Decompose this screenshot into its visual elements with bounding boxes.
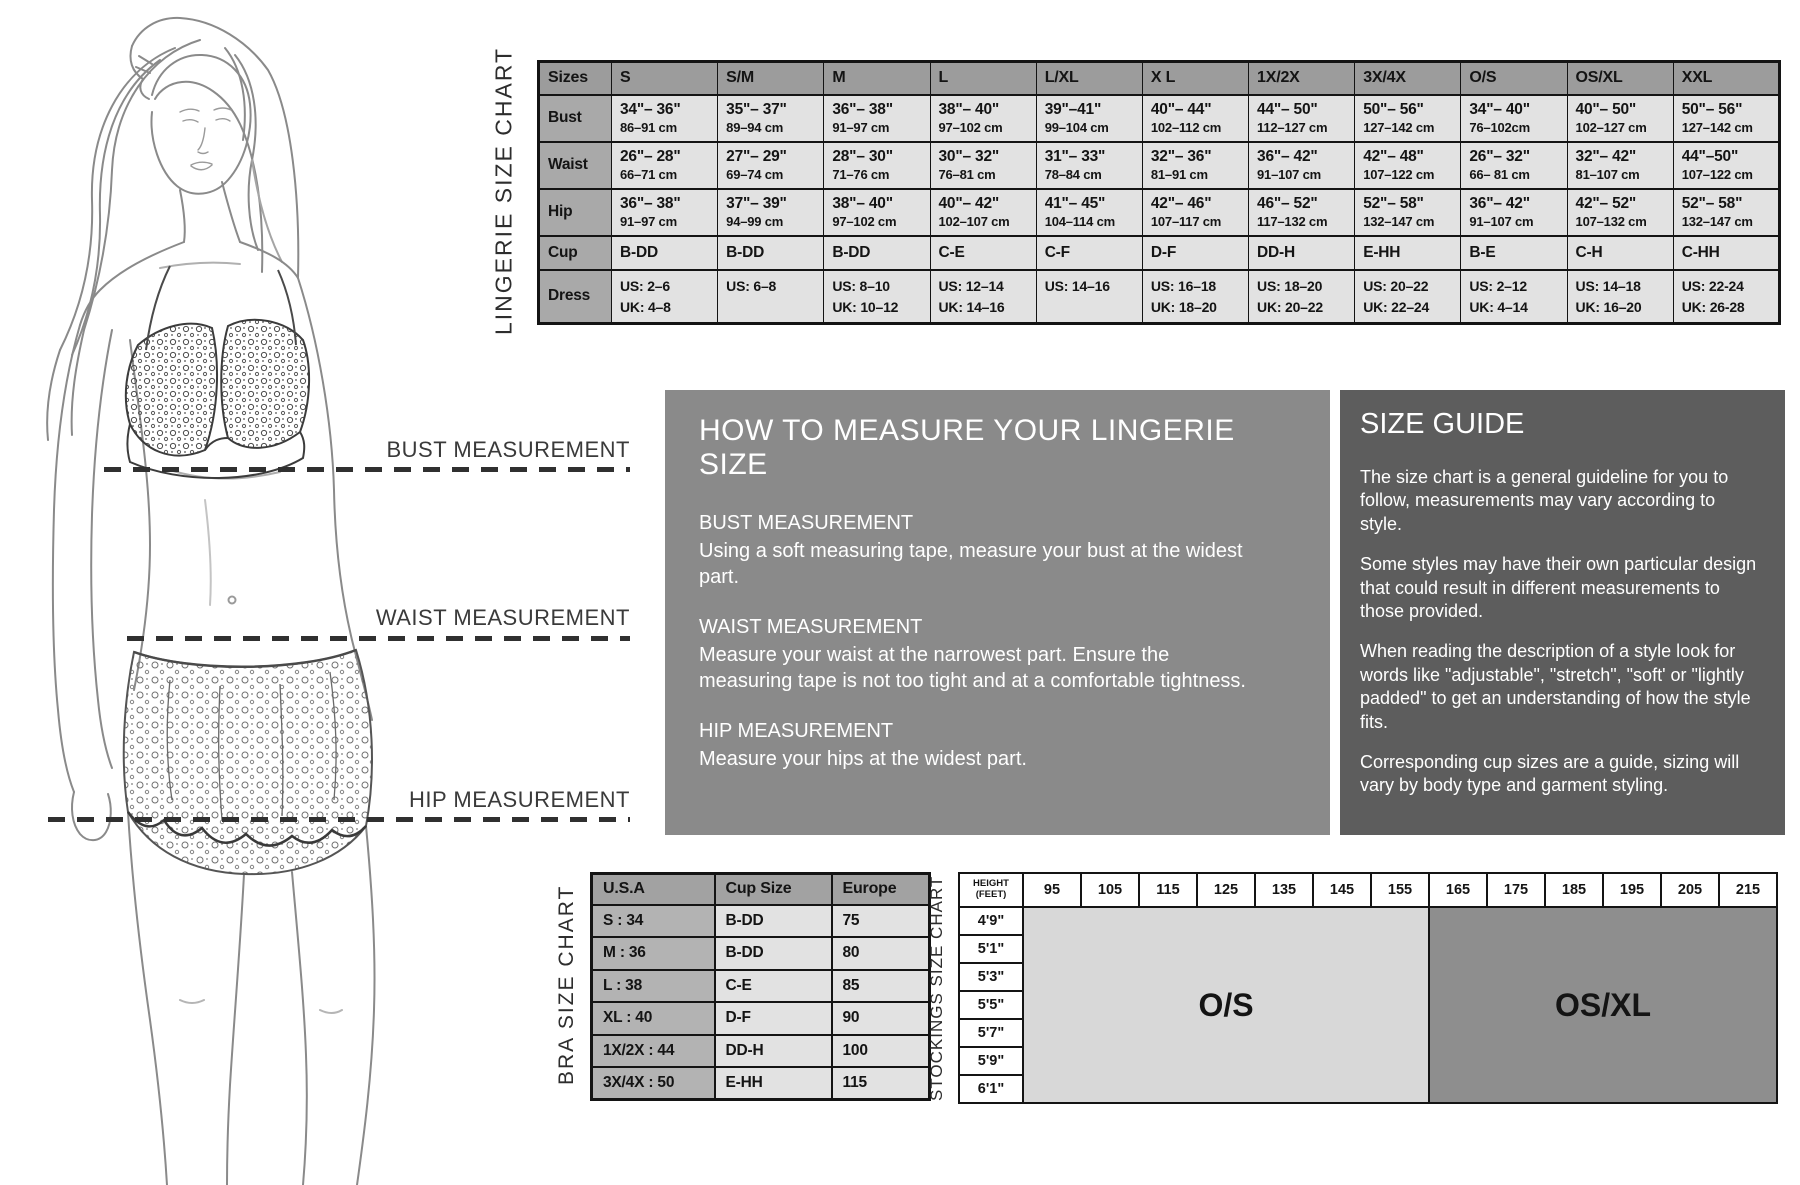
height-row-4-9: 4'9" bbox=[960, 908, 1022, 934]
hip-size-header-95: 95 bbox=[1024, 874, 1080, 906]
value-primary: 38"– 40" bbox=[832, 194, 893, 212]
bust-m-cell bbox=[824, 95, 930, 142]
dress-os-xl-cell bbox=[1567, 270, 1673, 324]
waist-xxl-cell bbox=[1673, 142, 1779, 189]
value: D-F bbox=[1150, 243, 1177, 261]
height-row-5-3: 5'3" bbox=[960, 964, 1022, 990]
dress-xxl-cell bbox=[1673, 270, 1779, 324]
value-secondary: 76–81 cm bbox=[938, 167, 996, 183]
value-secondary: 81–107 cm bbox=[1575, 167, 1640, 183]
value-secondary: 66–71 cm bbox=[620, 167, 677, 183]
bust-l-cell bbox=[930, 95, 1036, 142]
bra-size-table bbox=[590, 872, 931, 1101]
section-heading: BUST MEASUREMENT bbox=[699, 512, 914, 534]
hip-s-m-cell bbox=[718, 189, 824, 236]
row-xl-40 bbox=[592, 1002, 930, 1035]
hip-size-header-195: 195 bbox=[1604, 874, 1660, 906]
section-bust-measurement bbox=[699, 512, 1296, 591]
hip-l-cell bbox=[930, 189, 1036, 236]
size-zone-o-s: O/S bbox=[1024, 908, 1428, 1102]
value: B-DD bbox=[832, 243, 871, 261]
size-guide-paragraph-4: Corresponding cup sizes are a guide, sizing will vary by body type and garment styling. bbox=[1360, 751, 1740, 796]
value-secondary: 66– 81 cm bbox=[1469, 167, 1530, 183]
hip-size-header-155: 155 bbox=[1372, 874, 1428, 906]
column-header-s: S bbox=[612, 62, 718, 95]
cup-s-cell bbox=[612, 236, 718, 270]
hip-os-xl-cell bbox=[1567, 189, 1673, 236]
size-zone-os-xl: OS/XL bbox=[1430, 908, 1776, 1102]
dress-l-cell bbox=[930, 270, 1036, 324]
height-row-5-5: 5'5" bbox=[960, 992, 1022, 1018]
value-secondary: 69–74 cm bbox=[726, 167, 784, 183]
value-secondary: 86–91 cm bbox=[620, 120, 677, 136]
cup-os-xl-cell bbox=[1567, 236, 1673, 270]
how-to-measure-panel bbox=[665, 390, 1330, 835]
usa-size-xl-40: XL : 40 bbox=[592, 1002, 715, 1035]
value-primary: US: 16–18 bbox=[1150, 277, 1216, 294]
value-primary: 39"–41" bbox=[1044, 100, 1102, 118]
value: C-H bbox=[1575, 243, 1603, 261]
hip-size-header-175: 175 bbox=[1488, 874, 1544, 906]
value-secondary: 112–127 cm bbox=[1257, 120, 1328, 136]
section-body: Measure your waist at the narrowest part. Ensure the measuring tape is not too tight and at a comfortable tightness. bbox=[699, 643, 1246, 693]
value-primary: 38"– 40" bbox=[938, 100, 1000, 118]
height-row-5-9: 5'9" bbox=[960, 1048, 1022, 1074]
column-header-x-l: X L bbox=[1142, 62, 1248, 95]
row-label-bust: Bust bbox=[539, 95, 612, 142]
height-feet-corner-cell bbox=[960, 874, 1022, 906]
cell-dd-h: DD-H bbox=[715, 1035, 832, 1068]
value-secondary: UK: 16–20 bbox=[1575, 298, 1642, 315]
section-hip-measurement bbox=[699, 720, 1296, 772]
bust-s-m-cell bbox=[718, 95, 824, 142]
value-secondary: UK: 14–16 bbox=[938, 298, 1005, 315]
value-primary: US: 20–22 bbox=[1363, 277, 1429, 294]
bust-xxl-cell bbox=[1673, 95, 1779, 142]
value-primary: 34"– 40" bbox=[1469, 100, 1530, 118]
value-primary: 34"– 36" bbox=[620, 100, 681, 118]
cell-d-f: D-F bbox=[715, 1002, 832, 1035]
dress-m-cell bbox=[824, 270, 930, 324]
column-header-l: L bbox=[930, 62, 1036, 95]
row-l-38 bbox=[592, 970, 930, 1003]
hip-m-cell bbox=[824, 189, 930, 236]
dress-3x-4x-cell bbox=[1355, 270, 1461, 324]
value-secondary: 91–97 cm bbox=[832, 120, 890, 136]
lingerie-size-table bbox=[537, 60, 1781, 325]
section-heading: HIP MEASUREMENT bbox=[699, 719, 894, 742]
value-primary: US: 2–12 bbox=[1469, 277, 1527, 294]
usa-size-s-34: S : 34 bbox=[592, 905, 715, 938]
row-m-36 bbox=[592, 937, 930, 970]
column-header-s-m: S/M bbox=[718, 62, 824, 95]
waist-3x-4x-cell bbox=[1355, 142, 1461, 189]
bust-measurement-label: BUST MEASUREMENT bbox=[386, 437, 630, 462]
bust-o-s-cell bbox=[1461, 95, 1567, 142]
value-secondary: 102–112 cm bbox=[1150, 120, 1222, 136]
value-primary: 37"– 39" bbox=[726, 194, 787, 212]
waist-s-cell bbox=[612, 142, 718, 189]
waist-1x-2x-cell bbox=[1249, 142, 1355, 189]
value: C-HH bbox=[1681, 243, 1720, 261]
section-waist-measurement bbox=[699, 616, 1296, 695]
value-secondary: 89–94 cm bbox=[726, 120, 784, 136]
value-secondary: 127–142 cm bbox=[1363, 120, 1435, 136]
dress-o-s-cell bbox=[1461, 270, 1567, 324]
height-row-5-7: 5'7" bbox=[960, 1020, 1022, 1046]
hip-o-s-cell bbox=[1461, 189, 1567, 236]
cup-l-cell bbox=[930, 236, 1036, 270]
cup-m-cell bbox=[824, 236, 930, 270]
hip-size-header-205: 205 bbox=[1662, 874, 1718, 906]
hip-x-l-cell bbox=[1142, 189, 1248, 236]
corner-line-1: HEIGHT bbox=[973, 878, 1009, 890]
value-secondary: 117–132 cm bbox=[1257, 214, 1328, 230]
value-primary: 50"– 56" bbox=[1363, 100, 1424, 118]
column-header-u-s-a: U.S.A bbox=[592, 874, 715, 905]
usa-size-1x-2x-44: 1X/2X : 44 bbox=[592, 1035, 715, 1068]
dress-s-m-cell bbox=[718, 270, 824, 324]
height-row-5-1: 5'1" bbox=[960, 936, 1022, 962]
value-primary: US: 14–16 bbox=[1044, 277, 1110, 294]
row-waist bbox=[539, 142, 1780, 189]
cup-xxl-cell bbox=[1673, 236, 1779, 270]
value: DD-H bbox=[1257, 243, 1295, 261]
row-label-hip: Hip bbox=[539, 189, 612, 236]
row-1x-2x-44 bbox=[592, 1035, 930, 1068]
value-primary: 26"– 28" bbox=[620, 147, 681, 165]
waist-o-s-cell bbox=[1461, 142, 1567, 189]
value-primary: 36"– 38" bbox=[832, 100, 893, 118]
value-secondary: 132–147 cm bbox=[1363, 214, 1435, 230]
bust-l-xl-cell bbox=[1036, 95, 1142, 142]
usa-size-l-38: L : 38 bbox=[592, 970, 715, 1003]
value-primary: 40"– 50" bbox=[1575, 100, 1637, 118]
row-s-34 bbox=[592, 905, 930, 938]
value: B-DD bbox=[726, 243, 765, 261]
hip-measurement-label: HIP MEASUREMENT bbox=[408, 787, 630, 812]
cup-l-xl-cell bbox=[1036, 236, 1142, 270]
value-primary: US: 22-24 bbox=[1681, 277, 1744, 294]
hip-s-cell bbox=[612, 189, 718, 236]
row-cup bbox=[539, 236, 1780, 270]
value-secondary: UK: 20–22 bbox=[1257, 298, 1323, 315]
waist-measurement-line bbox=[127, 636, 630, 641]
dress-x-l-cell bbox=[1142, 270, 1248, 324]
value-primary: 36"– 38" bbox=[620, 194, 681, 212]
section-heading: WAIST MEASUREMENT bbox=[699, 615, 923, 638]
hip-3x-4x-cell bbox=[1355, 189, 1461, 236]
cell-90: 90 bbox=[832, 1002, 930, 1035]
hip-size-header-215: 215 bbox=[1720, 874, 1776, 906]
value-secondary: UK: 4–8 bbox=[620, 298, 671, 315]
usa-size-m-36: M : 36 bbox=[592, 937, 715, 970]
row-hip bbox=[539, 189, 1780, 236]
value-primary: 42"– 52" bbox=[1575, 194, 1637, 212]
column-header-1x-2x: 1X/2X bbox=[1249, 62, 1355, 95]
column-header-europe: Europe bbox=[832, 874, 930, 905]
bust-s-cell bbox=[612, 95, 718, 142]
cup-o-s-cell bbox=[1461, 236, 1567, 270]
value-primary: 28"– 30" bbox=[832, 147, 893, 165]
value-primary: 42"– 46" bbox=[1150, 194, 1212, 212]
value-primary: 36"– 42" bbox=[1257, 147, 1318, 165]
value-secondary: 107–122 cm bbox=[1681, 167, 1753, 183]
lace-shorts bbox=[124, 650, 372, 874]
hip-size-header-185: 185 bbox=[1546, 874, 1602, 906]
corner-line-2: (FEET) bbox=[975, 889, 1007, 900]
row-dress bbox=[539, 270, 1780, 324]
value-primary: 27"– 29" bbox=[726, 147, 787, 165]
model-outline bbox=[47, 18, 374, 1185]
value-primary: 52"– 58" bbox=[1363, 194, 1424, 212]
value-primary: 26"– 32" bbox=[1469, 147, 1530, 165]
cell-80: 80 bbox=[832, 937, 930, 970]
stockings-size-table bbox=[958, 872, 1778, 1104]
cell-115: 115 bbox=[832, 1067, 930, 1100]
value-primary: 42"– 48" bbox=[1363, 147, 1424, 165]
value-primary: US: 12–14 bbox=[938, 277, 1004, 294]
column-header-3x-4x: 3X/4X bbox=[1355, 62, 1461, 95]
row-bust bbox=[539, 95, 1780, 142]
value-primary: 32"– 42" bbox=[1575, 147, 1637, 165]
waist-m-cell bbox=[824, 142, 930, 189]
waist-measurement-label: WAIST MEASUREMENT bbox=[375, 605, 630, 630]
value-secondary: 76–102cm bbox=[1469, 120, 1530, 136]
section-body: Using a soft measuring tape, measure your bust at the widest part. bbox=[699, 540, 1243, 589]
value-secondary: 99–104 cm bbox=[1044, 120, 1109, 136]
column-header-xxl: XXL bbox=[1673, 62, 1779, 95]
value-secondary: 81–91 cm bbox=[1150, 167, 1208, 183]
hip-1x-2x-cell bbox=[1249, 189, 1355, 236]
lingerie-chart-side-label: LINGERIE SIZE CHART bbox=[490, 46, 517, 336]
hip-xxl-cell bbox=[1673, 189, 1779, 236]
value-primary: 44"– 50" bbox=[1257, 100, 1318, 118]
value: B-E bbox=[1469, 243, 1496, 261]
value-primary: 46"– 52" bbox=[1257, 194, 1318, 212]
value-primary: 40"– 42" bbox=[938, 194, 1000, 212]
value-secondary: 102–127 cm bbox=[1575, 120, 1647, 136]
column-header-m: M bbox=[824, 62, 930, 95]
value-secondary: 78–84 cm bbox=[1044, 167, 1102, 183]
bra-chart-side-label: BRA SIZE CHART bbox=[555, 884, 578, 1086]
hip-size-header-135: 135 bbox=[1256, 874, 1312, 906]
value: E-HH bbox=[1363, 243, 1401, 261]
value-primary: 50"– 56" bbox=[1681, 100, 1743, 118]
lace-bra bbox=[126, 266, 309, 478]
value-primary: US: 8–10 bbox=[832, 277, 890, 294]
value-secondary: UK: 18–20 bbox=[1150, 298, 1217, 315]
hip-l-xl-cell bbox=[1036, 189, 1142, 236]
row-3x-4x-50 bbox=[592, 1067, 930, 1100]
cell-c-e: C-E bbox=[715, 970, 832, 1003]
waist-l-cell bbox=[930, 142, 1036, 189]
hip-measurement-line bbox=[48, 817, 630, 822]
hip-size-header-125: 125 bbox=[1198, 874, 1254, 906]
value: B-DD bbox=[620, 243, 658, 261]
value-primary: 44"–50" bbox=[1681, 147, 1739, 165]
bust-os-xl-cell bbox=[1567, 95, 1673, 142]
value-primary: US: 18–20 bbox=[1257, 277, 1323, 294]
value-secondary: 91–107 cm bbox=[1469, 214, 1534, 230]
waist-os-xl-cell bbox=[1567, 142, 1673, 189]
value-secondary: UK: 10–12 bbox=[832, 298, 899, 315]
value-secondary: 127–142 cm bbox=[1681, 120, 1753, 136]
value-secondary: UK: 22–24 bbox=[1363, 298, 1430, 315]
value-primary: 36"– 42" bbox=[1469, 194, 1530, 212]
value-primary: 30"– 32" bbox=[938, 147, 1000, 165]
bust-1x-2x-cell bbox=[1249, 95, 1355, 142]
value-secondary: 104–114 cm bbox=[1044, 214, 1115, 230]
value-secondary: UK: 26-28 bbox=[1681, 298, 1745, 315]
hip-size-header-165: 165 bbox=[1430, 874, 1486, 906]
bust-3x-4x-cell bbox=[1355, 95, 1461, 142]
column-header-sizes: Sizes bbox=[539, 62, 612, 95]
cell-e-hh: E-HH bbox=[715, 1067, 832, 1100]
cell-b-dd: B-DD bbox=[715, 905, 832, 938]
cell-100: 100 bbox=[832, 1035, 930, 1068]
value-secondary: 102–107 cm bbox=[938, 214, 1010, 230]
column-header-os-xl: OS/XL bbox=[1567, 62, 1673, 95]
value-secondary: 132–147 cm bbox=[1681, 214, 1753, 230]
value-secondary: 107–122 cm bbox=[1363, 167, 1435, 183]
row-label-waist: Waist bbox=[539, 142, 612, 189]
value-primary: 41"– 45" bbox=[1044, 194, 1106, 212]
stockings-chart-side-label: STOCKINGS SIZE CHART bbox=[927, 875, 946, 1101]
cell-85: 85 bbox=[832, 970, 930, 1003]
height-row-6-1: 6'1" bbox=[960, 1076, 1022, 1102]
column-header-o-s: O/S bbox=[1461, 62, 1567, 95]
column-header-l-xl: L/XL bbox=[1036, 62, 1142, 95]
value-secondary: 91–107 cm bbox=[1257, 167, 1322, 183]
bust-x-l-cell bbox=[1142, 95, 1248, 142]
value-secondary: UK: 4–14 bbox=[1469, 298, 1528, 315]
dress-1x-2x-cell bbox=[1249, 270, 1355, 324]
value-primary: 31"– 33" bbox=[1044, 147, 1106, 165]
value-secondary: 107–132 cm bbox=[1575, 214, 1647, 230]
value-primary: 32"– 36" bbox=[1150, 147, 1212, 165]
hip-size-header-105: 105 bbox=[1082, 874, 1138, 906]
size-guide-paragraphs bbox=[1360, 466, 1765, 798]
bust-measurement-line bbox=[104, 467, 630, 472]
value-secondary: 94–99 cm bbox=[726, 214, 784, 230]
size-guide-paragraph-3: When reading the description of a style look for words like "adjustable", "stretch", "soft' or "lightly padded" to get an understanding of how the style fits. bbox=[1360, 641, 1751, 732]
size-guide-paragraph-1: The size chart is a general guideline for you to follow, measurements may vary according to style. bbox=[1360, 467, 1729, 534]
value-primary: US: 6–8 bbox=[726, 277, 777, 294]
cup-s-m-cell bbox=[718, 236, 824, 270]
value-primary: 40"– 44" bbox=[1150, 100, 1212, 118]
value-secondary: 97–102 cm bbox=[832, 214, 897, 230]
value-secondary: 97–102 cm bbox=[938, 120, 1003, 136]
value-primary: US: 14–18 bbox=[1575, 277, 1641, 294]
waist-l-xl-cell bbox=[1036, 142, 1142, 189]
dress-l-xl-cell bbox=[1036, 270, 1142, 324]
row-label-dress: Dress bbox=[539, 270, 612, 324]
value-primary: US: 2–6 bbox=[620, 277, 670, 294]
row-label-cup: Cup bbox=[539, 236, 612, 270]
cell-b-dd: B-DD bbox=[715, 937, 832, 970]
waist-x-l-cell bbox=[1142, 142, 1248, 189]
value-primary: 52"– 58" bbox=[1681, 194, 1743, 212]
waist-s-m-cell bbox=[718, 142, 824, 189]
cell-75: 75 bbox=[832, 905, 930, 938]
usa-size-3x-4x-50: 3X/4X : 50 bbox=[592, 1067, 715, 1100]
cup-3x-4x-cell bbox=[1355, 236, 1461, 270]
how-to-measure-title: HOW TO MEASURE YOUR LINGERIE SIZE bbox=[699, 414, 1235, 481]
how-to-measure-sections bbox=[699, 512, 1296, 772]
value-secondary: 91–97 cm bbox=[620, 214, 677, 230]
value-secondary: 107–117 cm bbox=[1150, 214, 1222, 230]
hip-size-header-145: 145 bbox=[1314, 874, 1370, 906]
size-guide-title: SIZE GUIDE bbox=[1360, 408, 1525, 440]
cup-1x-2x-cell bbox=[1249, 236, 1355, 270]
hip-size-header-115: 115 bbox=[1140, 874, 1196, 906]
size-guide-panel bbox=[1340, 390, 1785, 835]
value: C-F bbox=[1044, 243, 1070, 261]
value: C-E bbox=[938, 243, 965, 261]
section-body: Measure your hips at the widest part. bbox=[699, 747, 1027, 770]
cup-x-l-cell bbox=[1142, 236, 1248, 270]
value-secondary: 71–76 cm bbox=[832, 167, 890, 183]
value-primary: 35"– 37" bbox=[726, 100, 787, 118]
column-header-cup-size: Cup Size bbox=[715, 874, 832, 905]
size-guide-paragraph-2: Some styles may have their own particular design that could result in different measurements to those provided. bbox=[1360, 554, 1757, 621]
dress-s-cell bbox=[612, 270, 718, 324]
